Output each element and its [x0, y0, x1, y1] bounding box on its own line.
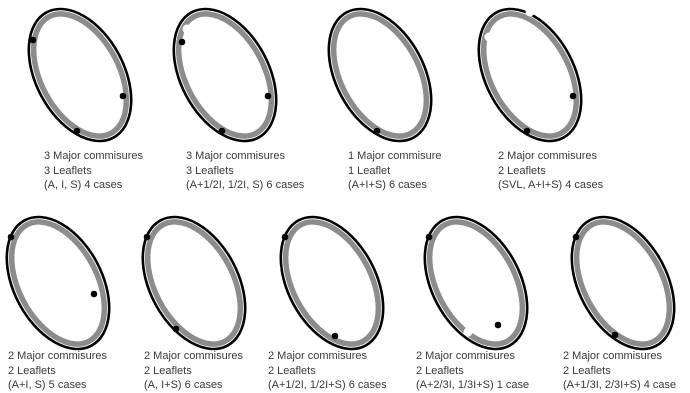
- commissure-count: 2 Major commisures: [268, 350, 368, 362]
- leaflet-configuration: (A, I+S) 6 cases: [144, 379, 223, 391]
- commissure-dot: [612, 332, 619, 339]
- valve-ring-a: [0, 0, 150, 150]
- commissure-dot: [179, 39, 186, 46]
- commissure-count: 3 Major commisures: [186, 150, 286, 162]
- commissure-dot: [219, 128, 226, 135]
- valve-ring-f: [114, 208, 264, 358]
- leaflet-count: 2 Leaflets: [268, 364, 316, 377]
- commissure-dot: [91, 291, 98, 298]
- panel-caption: [44, 149, 143, 193]
- commissure-count: 3 Major commisures: [44, 150, 144, 162]
- commissure-count: 2 Major commisures: [144, 350, 244, 362]
- panel-caption: [186, 149, 304, 193]
- leaflet-configuration: (A, I, S) 4 cases: [44, 179, 123, 191]
- commissure-dot: [282, 234, 289, 241]
- leaflet-configuration: (A+1/2I, 1/2I, S) 6 cases: [186, 179, 305, 191]
- commissure-dot: [8, 234, 15, 241]
- leaflet-configuration: (A+2/3I, 1/3I+S) 1 case: [416, 379, 530, 391]
- leaflet-count: 1 Leaflet: [348, 164, 391, 177]
- valve-ring-h: [396, 208, 546, 358]
- commissure-dot: [144, 234, 151, 241]
- leaflet-count: 2 Leaflets: [144, 364, 192, 377]
- commissure-dot: [426, 234, 433, 241]
- panel-caption: [563, 349, 676, 393]
- leaflet-configuration: (A+I+S) 6 cases: [348, 179, 427, 191]
- commissure-count: 2 Major commisures: [416, 350, 516, 362]
- panel-caption: [8, 349, 107, 393]
- panel-caption: [416, 349, 529, 393]
- valve-ring-c: [300, 0, 450, 150]
- leaflet-configuration: (A+1/3I, 2/3I+S) 4 case: [563, 379, 677, 391]
- commissure-dot: [265, 93, 272, 100]
- leaflet-count: 3 Leaflets: [186, 164, 234, 177]
- commissure-dot: [573, 234, 580, 241]
- panel-caption: [144, 349, 243, 393]
- commissure-dot: [374, 128, 381, 135]
- commissure-dot: [332, 333, 339, 340]
- leaflet-count: 2 Leaflets: [8, 364, 56, 377]
- commissure-count: 1 Major commisure: [348, 150, 442, 162]
- commissure-dot: [495, 322, 502, 329]
- commissure-count: 2 Major commisures: [8, 350, 108, 362]
- leaflet-configuration: (A+1/2I, 1/2I+S) 6 cases: [268, 379, 387, 391]
- commissure-dot: [120, 93, 127, 100]
- leaflet-count: 2 Leaflets: [416, 364, 464, 377]
- leaflet-count: 2 Leaflets: [563, 364, 611, 377]
- valve-ring-e: [0, 208, 128, 358]
- leaflet-count: 3 Leaflets: [44, 164, 92, 177]
- valve-ring-g: [252, 208, 402, 358]
- commissure-dot: [570, 93, 577, 100]
- commissure-count: 2 Major commisures: [498, 150, 598, 162]
- valve-ring-d: [450, 0, 600, 150]
- commissure-dot: [30, 37, 37, 44]
- leaflet-configuration: (SVL, A+I+S) 4 cases: [498, 179, 604, 191]
- valve-ring-b: [145, 0, 295, 150]
- commissure-count: 2 Major commisures: [563, 350, 663, 362]
- panel-caption: [348, 149, 442, 193]
- commissure-dot: [74, 128, 81, 135]
- leaflet-configuration: (A+I, S) 5 cases: [8, 379, 87, 391]
- leaflet-count: 2 Leaflets: [498, 164, 546, 177]
- panel-caption: [268, 349, 387, 393]
- valve-ring-i: [543, 208, 690, 358]
- panel-caption: [498, 149, 603, 193]
- commissure-dot: [173, 326, 180, 333]
- commissure-dot: [524, 128, 531, 135]
